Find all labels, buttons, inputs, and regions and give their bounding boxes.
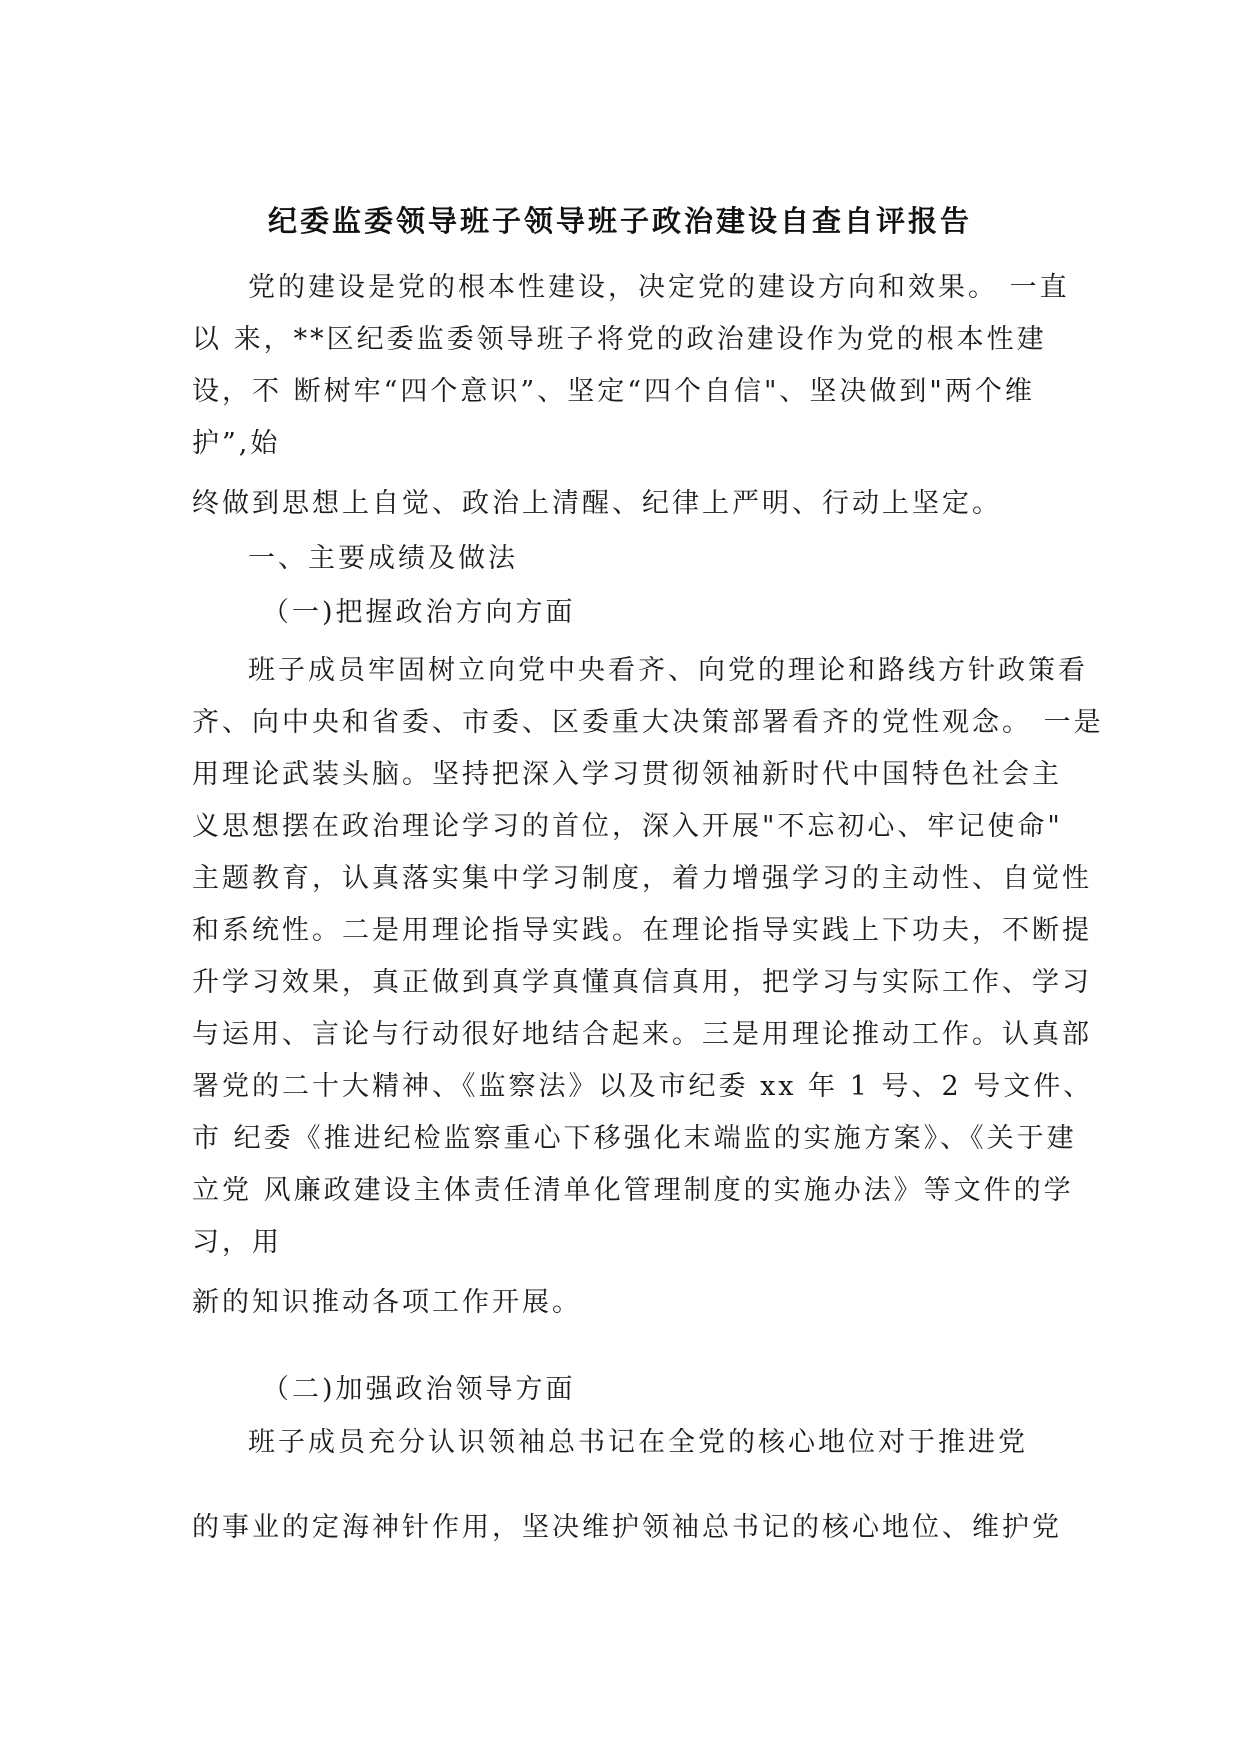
paragraph-line: 习，用 (192, 1227, 282, 1258)
section-heading: 一、主要成绩及做法 (248, 543, 518, 574)
paragraph-line: 党的建设是党的根本性建设，决定党的建设方向和效果。 一直 (248, 272, 1070, 303)
paragraph-line: 班子成员牢固树立向党中央看齐、向党的理论和路线方针政策看 (248, 655, 1088, 686)
paragraph-line: 主题教育，认真落实集中学习制度，着力增强学习的主动性、自觉性 (192, 863, 1092, 894)
paragraph-line: 市 纪委《推进纪检监察重心下移强化末端监的实施方案》、《关于建 (192, 1123, 1077, 1154)
subsection-heading: （一)把握政治方向方面 (262, 597, 576, 628)
paragraph-line: 设，不 断树牢“四个意识”、坚定“四个自信"、坚决做到"两个维 (192, 376, 1035, 407)
paragraph-line: 署党的二十大精神、《监察法》以及市纪委 xx 年 1 号、2 号文件、 (192, 1071, 1094, 1102)
paragraph-line: 立党 风廉政建设主体责任清单化管理制度的实施办法》等文件的学 (192, 1175, 1074, 1206)
paragraph-line: 用理论武装头脑。坚持把深入学习贯彻领袖新时代中国特色社会主 (192, 759, 1062, 790)
paragraph-line: 班子成员充分认识领袖总书记在全党的核心地位对于推进党 (248, 1427, 1028, 1458)
paragraph-line: 和系统性。二是用理论指导实践。在理论指导实践上下功夫，不断提 (192, 915, 1092, 946)
paragraph-line: 护”,始 (192, 428, 281, 459)
document-title: 纪委监委领导班子领导班子政治建设自查自评报告 (267, 204, 972, 238)
paragraph-line: 升学习效果，真正做到真学真懂真信真用，把学习与实际工作、学习 (192, 967, 1092, 998)
paragraph-line: 新的知识推动各项工作开展。 (192, 1287, 582, 1318)
subsection-heading: （二)加强政治领导方面 (262, 1374, 576, 1405)
paragraph-line: 与运用、言论与行动很好地结合起来。三是用理论推动工作。认真部 (192, 1019, 1092, 1050)
paragraph-line: 终做到思想上自觉、政治上清醒、纪律上严明、行动上坚定。 (192, 488, 1002, 519)
paragraph-line: 的事业的定海神针作用，坚决维护领袖总书记的核心地位、维护党 (192, 1512, 1062, 1543)
paragraph-line: 齐、向中央和省委、市委、区委重大决策部署看齐的党性观念。 一是 (192, 707, 1104, 738)
paragraph-line: 义思想摆在政治理论学习的首位，深入开展"不忘初心、牢记使命" (192, 811, 1063, 842)
paragraph-line: 以 来，**区纪委监委领导班子将党的政治建设作为党的根本性建 (192, 324, 1047, 355)
